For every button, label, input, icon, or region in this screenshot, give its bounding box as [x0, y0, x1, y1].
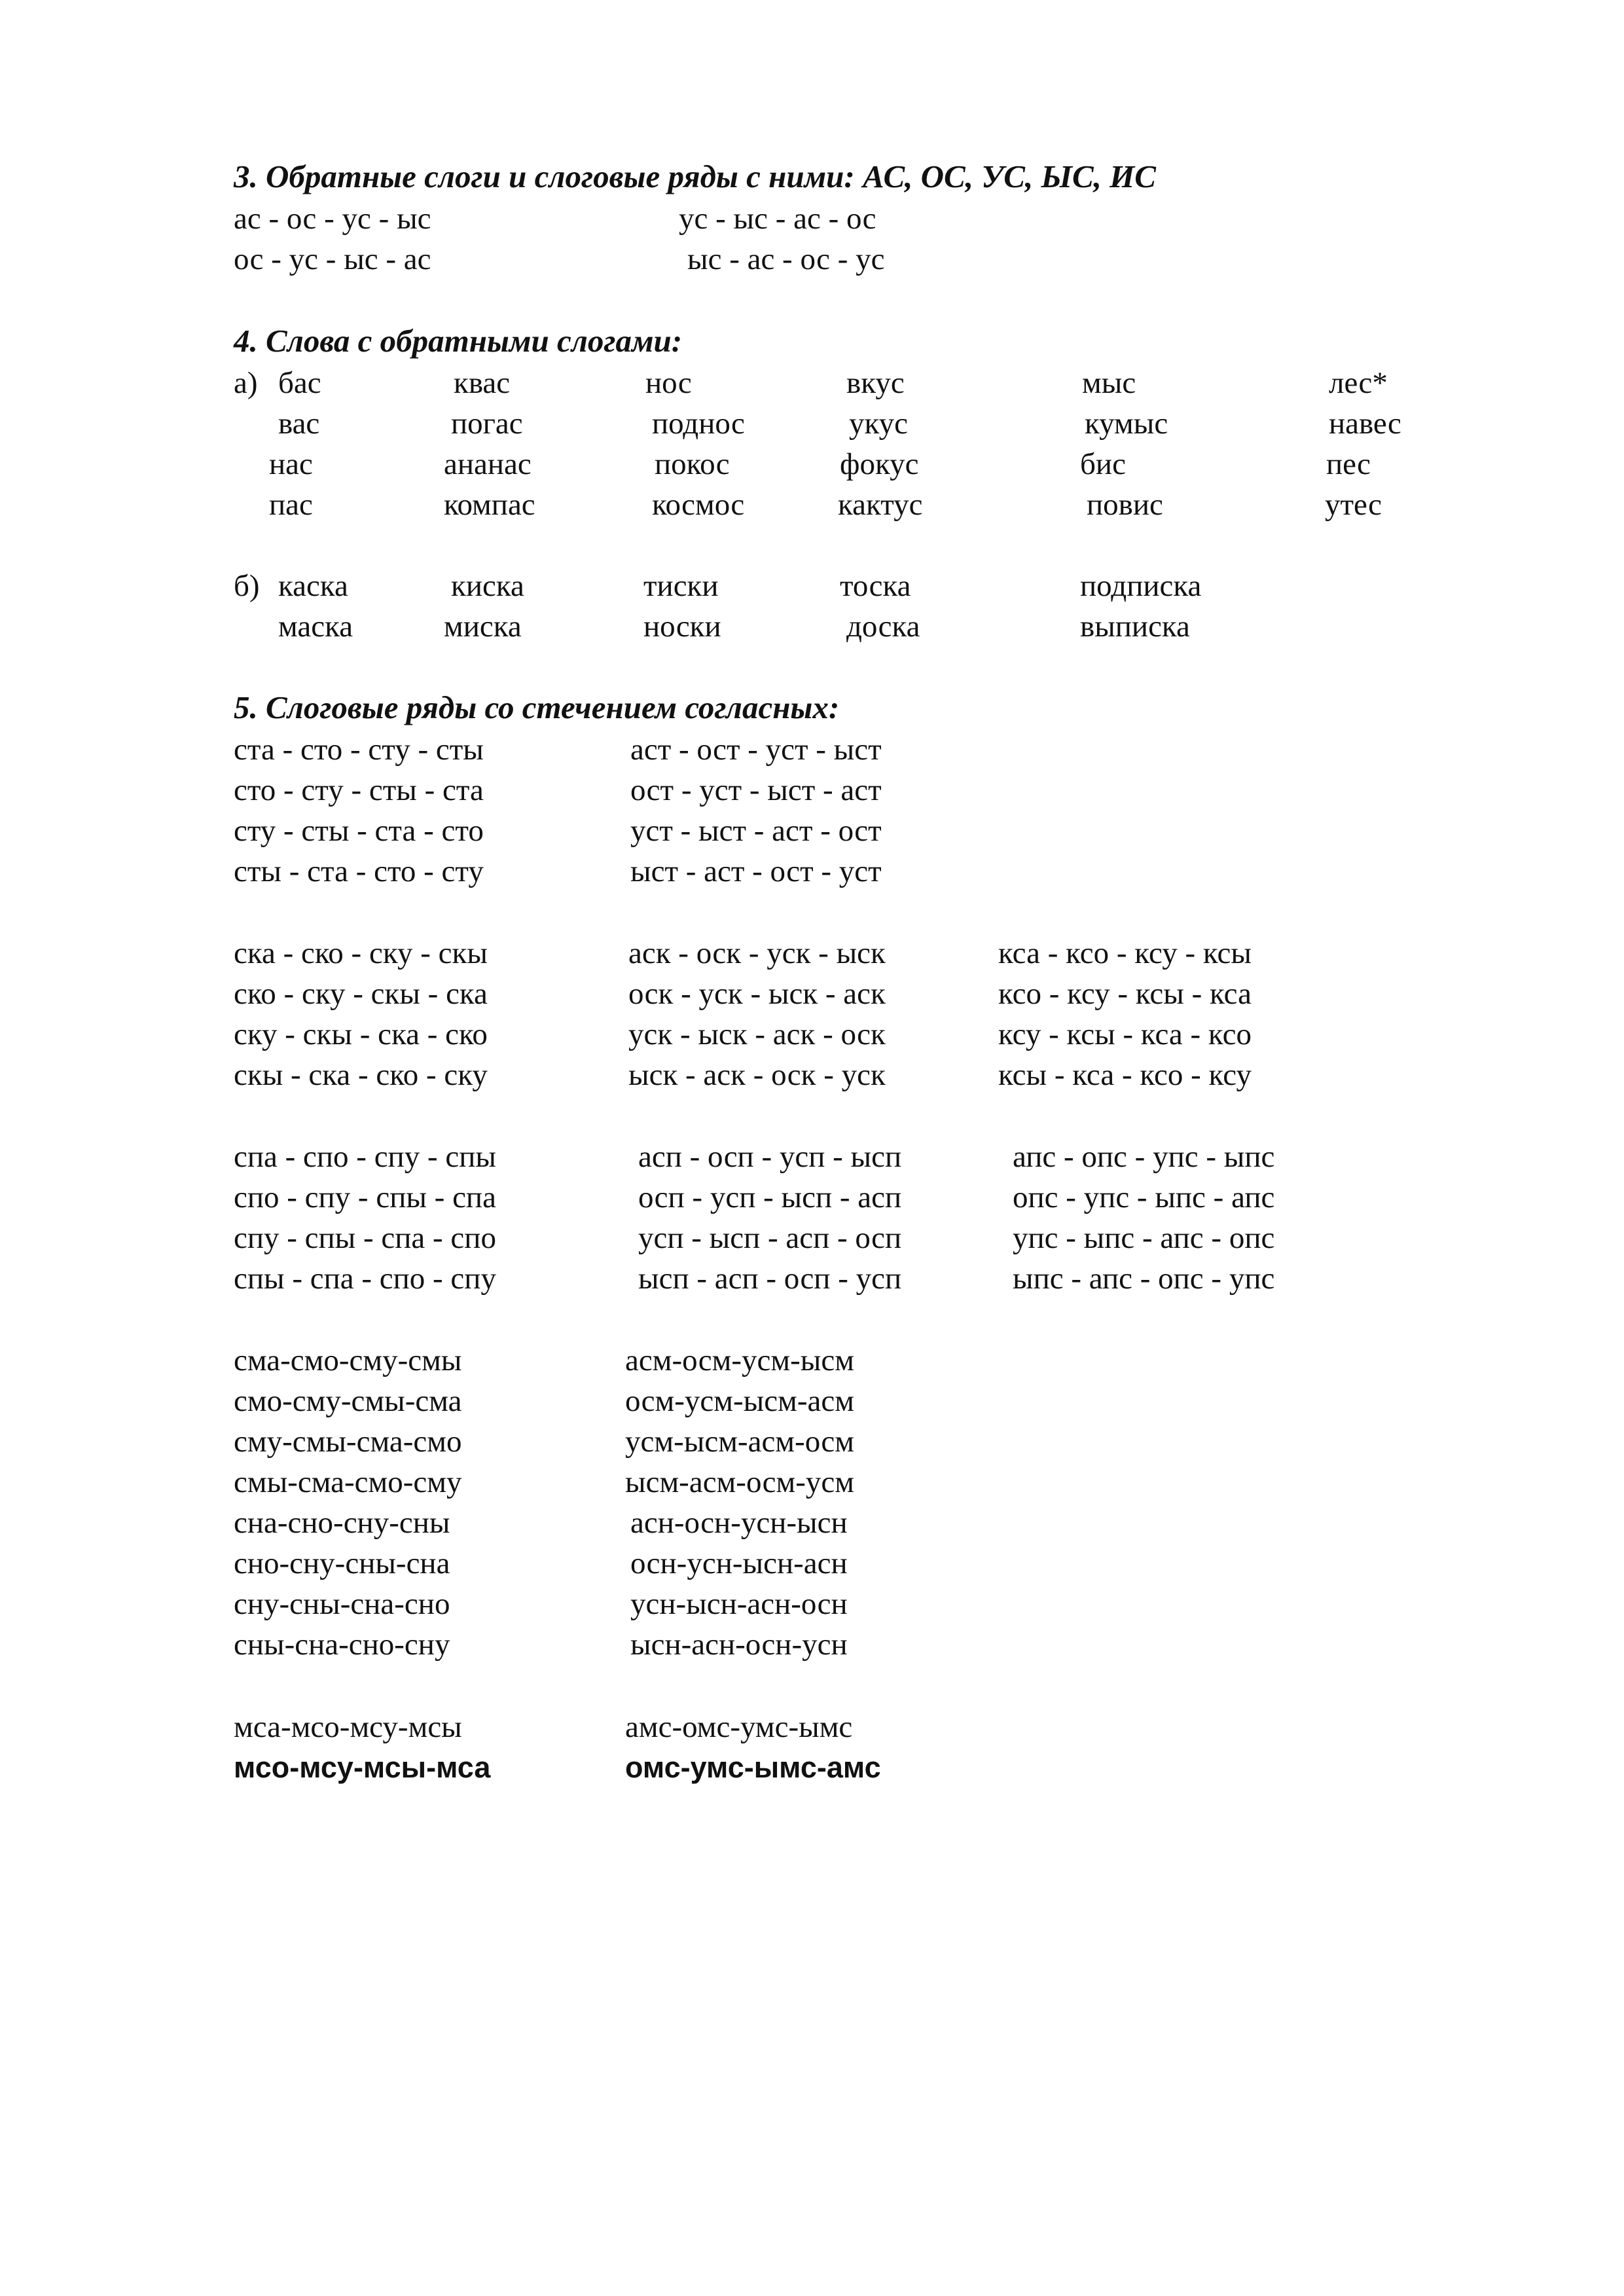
word: нос — [645, 366, 692, 400]
syllable-row: аст - ост - уст - ыст — [630, 733, 882, 767]
syllable-row: ысп - асп - осп - усп — [638, 1262, 902, 1296]
word: покос — [655, 447, 730, 481]
word: тоска — [840, 569, 911, 603]
syllable-row: смо-сму-смы-сма — [234, 1384, 462, 1418]
syllable-row: усм-ысм-асм-осм — [625, 1425, 854, 1459]
word: подписка — [1080, 569, 1202, 603]
word: бис — [1080, 447, 1126, 481]
word: доска — [846, 610, 920, 644]
word: мыс — [1082, 366, 1136, 400]
syllable-row: скы - ска - ско - ску — [234, 1058, 488, 1092]
syllable-row: ост - уст - ыст - аст — [630, 773, 882, 807]
syllable-row: оск - уск - ыск - аск — [628, 977, 886, 1011]
syllable-row: осн-усн-ысн-асн — [630, 1546, 848, 1580]
word: тиски — [643, 569, 719, 603]
syllable-row: ысн-асн-осн-усн — [630, 1628, 848, 1662]
syllable-row: амс-омс-умс-ымс — [625, 1710, 853, 1744]
section-5-heading: 5. Слоговые ряды со стечением согласных: — [234, 689, 840, 725]
syllable-row: асм-осм-усм-ысм — [625, 1343, 854, 1377]
syllable-row: спа - спо - спу - спы — [234, 1140, 496, 1174]
syllable-row: осм-усм-ысм-асм — [625, 1384, 854, 1418]
word: бас — [278, 366, 321, 400]
section-4-heading: 4. Слова с обратными слогами: — [234, 323, 683, 359]
syllable-row: упс - ыпс - апс - опс — [1013, 1221, 1275, 1255]
word: ананас — [444, 447, 532, 481]
syllable-row: сна-сно-сну-сны — [234, 1506, 450, 1540]
word: пес — [1326, 447, 1371, 481]
syllable-row: ксу - ксы - кса - ксо — [998, 1017, 1252, 1051]
word: погас — [451, 407, 523, 441]
syllable-row: сму-смы-сма-смо — [234, 1425, 462, 1459]
word: квас — [454, 366, 511, 400]
syllable-row: сма-смо-сму-смы — [234, 1343, 462, 1377]
syllable-row: асп - осп - усп - ысп — [638, 1140, 902, 1174]
syllable-row: усн-ысн-асн-осн — [630, 1587, 848, 1621]
syllable-row: омс-умс-ымс-амс — [625, 1751, 881, 1784]
syllable-row: уск - ыск - аск - оск — [628, 1017, 886, 1051]
syllable-row: ксо - ксу - ксы - кса — [998, 977, 1252, 1011]
word: навес — [1329, 407, 1401, 441]
syllable-row: ску - скы - ска - ско — [234, 1017, 488, 1051]
syllable-row: ас - ос - ус - ыс — [234, 202, 431, 236]
word: выписка — [1080, 610, 1190, 644]
syllable-row: ыс - ас - ос - ус — [687, 242, 885, 276]
word: вкус — [846, 366, 905, 400]
syllable-row: ыпс - апс - опс - упс — [1013, 1262, 1275, 1296]
syllable-row: сны-сна-сно-сну — [234, 1628, 450, 1662]
syllable-row: опс - упс - ыпс - апс — [1013, 1180, 1275, 1214]
syllable-row: спо - спу - спы - спа — [234, 1180, 496, 1214]
word: каска — [278, 569, 348, 603]
word: нас — [269, 447, 313, 481]
word: поднос — [652, 407, 745, 441]
syllable-row: спы - спа - спо - спу — [234, 1262, 496, 1296]
syllable-row: ыст - аст - ост - уст — [630, 854, 882, 888]
word: укус — [849, 407, 909, 441]
word: пас — [269, 488, 313, 522]
syllable-row: сну-сны-сна-сно — [234, 1587, 450, 1621]
syllable-row: сно-сну-сны-сна — [234, 1546, 450, 1580]
word: повис — [1087, 488, 1163, 522]
syllable-row: ысм-асм-осм-усм — [625, 1465, 854, 1499]
syllable-row: аск - оск - уск - ыск — [628, 936, 886, 970]
word: маска — [278, 610, 353, 644]
syllable-row: ос - ус - ыс - ас — [234, 242, 431, 276]
word: носки — [643, 610, 721, 644]
syllable-row: ска - ско - ску - скы — [234, 936, 488, 970]
word: компас — [444, 488, 535, 522]
list-label-a: а) — [234, 366, 258, 400]
section-3-heading: 3. Обратные слоги и слоговые ряды с ними: АС, ОС, УС, ЫС, ИС — [234, 158, 1156, 194]
syllable-row: апс - опс - упс - ыпс — [1013, 1140, 1275, 1174]
syllable-row: мсо-мсу-мсы-мса — [234, 1751, 491, 1784]
syllable-row: уст - ыст - аст - ост — [630, 814, 882, 848]
syllable-row: ус - ыс - ас - ос — [679, 202, 876, 236]
syllable-row: асн-осн-усн-ысн — [630, 1506, 848, 1540]
word: утес — [1325, 488, 1382, 522]
word: киска — [451, 569, 524, 603]
syllable-row: мса-мсо-мсу-мсы — [234, 1710, 462, 1744]
syllable-row: ыск - аск - оск - уск — [628, 1058, 886, 1092]
syllable-row: осп - усп - ысп - асп — [638, 1180, 902, 1214]
list-label-b: б) — [234, 569, 260, 603]
syllable-row: кса - ксо - ксу - ксы — [998, 936, 1252, 970]
syllable-row: ско - ску - скы - ска — [234, 977, 488, 1011]
syllable-row: усп - ысп - асп - осп — [638, 1221, 902, 1255]
word: кумыс — [1085, 407, 1168, 441]
syllable-row: спу - спы - спа - спо — [234, 1221, 496, 1255]
word: фокус — [840, 447, 919, 481]
word: кактус — [838, 488, 923, 522]
syllable-row: смы-сма-смо-сму — [234, 1465, 462, 1499]
syllable-row: сто - сту - сты - ста — [234, 773, 484, 807]
word: миска — [444, 610, 522, 644]
word: космос — [652, 488, 745, 522]
word: вас — [278, 407, 320, 441]
syllable-row: сты - ста - сто - сту — [234, 854, 484, 888]
word: лес* — [1329, 366, 1388, 400]
syllable-row: сту - сты - ста - сто — [234, 814, 484, 848]
syllable-row: ста - сто - сту - сты — [234, 733, 484, 767]
syllable-row: ксы - кса - ксо - ксу — [998, 1058, 1252, 1092]
